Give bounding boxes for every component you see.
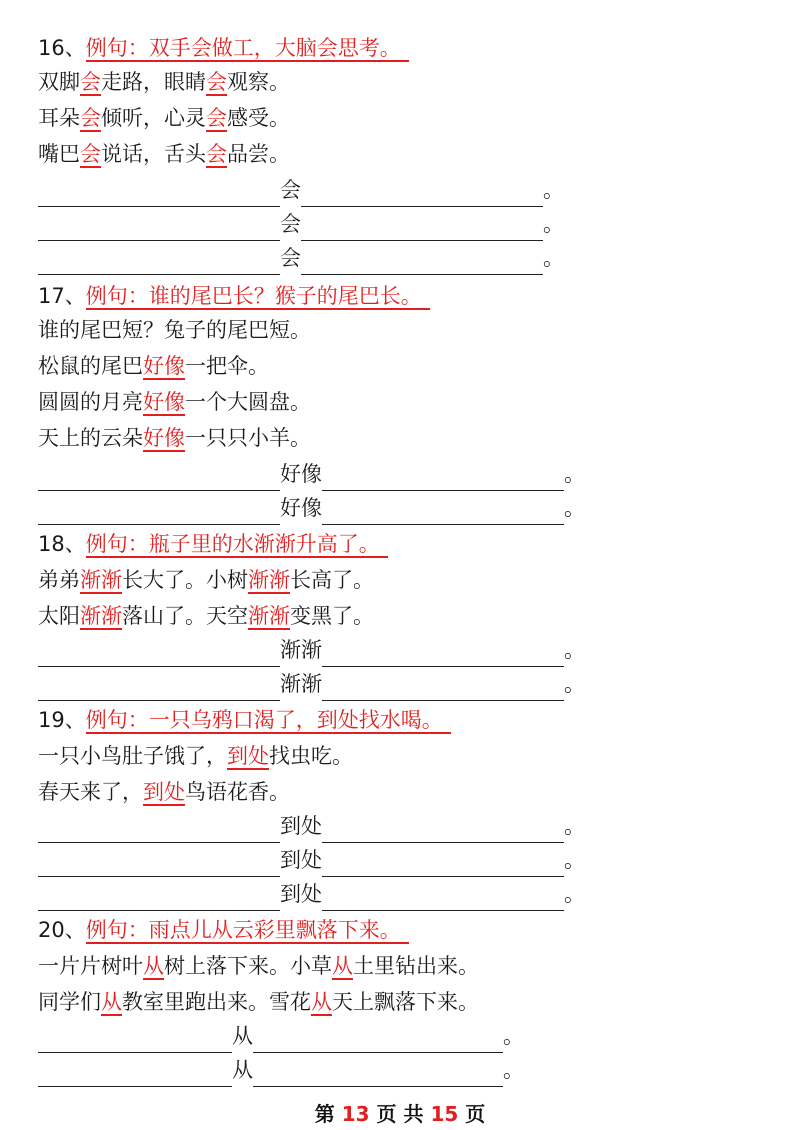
keyword-highlight: 好像 (143, 426, 185, 450)
keyword-highlight: 到处 (143, 780, 185, 804)
blank-field[interactable] (322, 882, 564, 911)
blank-field[interactable] (322, 462, 564, 491)
fill-in-line: 渐渐 。 (38, 666, 585, 702)
keyword-highlight: 会 (80, 106, 101, 130)
blank-field[interactable] (38, 462, 280, 491)
blank-field[interactable] (322, 496, 564, 525)
sentence: 一只小鸟肚子饿了，到处找虫吃。 (38, 744, 353, 768)
keyword-highlight: 到处 (227, 744, 269, 768)
section-19-header (38, 702, 451, 738)
blank-field[interactable] (322, 672, 564, 701)
section-20-header (38, 912, 409, 948)
keyword-highlight: 会 (80, 142, 101, 166)
fill-in-line: 到处 。 (38, 842, 585, 878)
sentence: 双脚会走路，眼睛会观察。 (38, 70, 290, 94)
blank-field[interactable] (38, 882, 280, 911)
fill-in-line: 到处 。 (38, 876, 585, 912)
total-page-number: 15 (430, 1102, 459, 1126)
sentence: 耳朵会倾听，心灵会感受。 (38, 106, 290, 130)
sentence: 嘴巴会说话，舌头会品尝。 (38, 142, 290, 166)
keyword-highlight: 渐渐 (248, 604, 290, 628)
example-sentence: 例句：雨点儿从云彩里飘落下来。 (86, 918, 409, 944)
blank-field[interactable] (322, 848, 564, 877)
blank-field[interactable] (38, 672, 280, 701)
page-footer: 第 13 页 共 15 页 (314, 1102, 486, 1126)
blank-field[interactable] (301, 246, 543, 275)
blank-field[interactable] (38, 1024, 232, 1053)
keyword-highlight: 从 (311, 990, 332, 1014)
example-sentence: 例句：双手会做工，大脑会思考。 (86, 36, 409, 62)
keyword-highlight: 好像 (143, 354, 185, 378)
blank-field[interactable] (301, 178, 543, 207)
keyword-highlight: 渐渐 (80, 604, 122, 628)
sentence: 弟弟渐渐长大了。小树渐渐长高了。 (38, 568, 374, 592)
fill-in-line: 会 。 (38, 240, 564, 276)
fill-in-line: 会 。 (38, 172, 564, 208)
sentence: 一片片树叶从树上落下来。小草从土里钻出来。 (38, 954, 479, 978)
keyword-highlight: 渐渐 (248, 568, 290, 592)
keyword-highlight: 会 (80, 70, 101, 94)
blank-field[interactable] (38, 848, 280, 877)
section-number: 18、 (38, 532, 86, 556)
keyword-highlight: 从 (143, 954, 164, 978)
section-number: 20、 (38, 918, 86, 942)
fill-in-line: 渐渐 。 (38, 632, 585, 668)
keyword-highlight: 会 (206, 142, 227, 166)
blank-field[interactable] (38, 496, 280, 525)
fill-in-line: 会 。 (38, 206, 564, 242)
blank-field[interactable] (38, 1058, 232, 1087)
section-number: 16、 (38, 36, 86, 60)
fill-in-line: 好像 。 (38, 456, 585, 492)
section-number: 17、 (38, 284, 86, 308)
keyword-highlight: 会 (206, 70, 227, 94)
section-16-header (38, 30, 409, 66)
sentence: 天上的云朵好像一只只小羊。 (38, 426, 311, 450)
example-sentence: 例句：瓶子里的水渐渐升高了。 (86, 532, 388, 558)
sentence: 同学们从教室里跑出来。雪花从天上飘落下来。 (38, 990, 479, 1014)
fill-in-line: 好像 。 (38, 490, 585, 526)
fill-in-line: 从 。 (38, 1052, 524, 1088)
keyword-highlight: 会 (206, 106, 227, 130)
sentence: 圆圆的月亮好像一个大圆盘。 (38, 390, 311, 414)
blank-field[interactable] (301, 212, 543, 241)
keyword-highlight: 从 (101, 990, 122, 1014)
example-sentence: 例句：一只乌鸦口渴了，到处找水喝。 (86, 708, 451, 734)
blank-field[interactable] (253, 1058, 503, 1087)
blank-field[interactable] (322, 814, 564, 843)
fill-in-line: 到处 。 (38, 808, 585, 844)
keyword-highlight: 渐渐 (80, 568, 122, 592)
keyword-highlight: 从 (332, 954, 353, 978)
current-page-number: 13 (341, 1102, 370, 1126)
keyword-highlight: 好像 (143, 390, 185, 414)
blank-field[interactable] (38, 178, 280, 207)
fill-in-line: 从 。 (38, 1018, 524, 1054)
section-number: 19、 (38, 708, 86, 732)
blank-field[interactable] (38, 212, 280, 241)
blank-field[interactable] (253, 1024, 503, 1053)
sentence: 春天来了，到处鸟语花香。 (38, 780, 290, 804)
blank-field[interactable] (38, 638, 280, 667)
blank-field[interactable] (38, 814, 280, 843)
section-18-header (38, 526, 388, 562)
section-17-header (38, 278, 430, 314)
blank-field[interactable] (322, 638, 564, 667)
sentence: 谁的尾巴短？兔子的尾巴短。 (38, 318, 311, 342)
blank-field[interactable] (38, 246, 280, 275)
sentence: 松鼠的尾巴好像一把伞。 (38, 354, 269, 378)
sentence: 太阳渐渐落山了。天空渐渐变黑了。 (38, 604, 374, 628)
example-sentence: 例句：谁的尾巴长？猴子的尾巴长。 (86, 284, 430, 310)
